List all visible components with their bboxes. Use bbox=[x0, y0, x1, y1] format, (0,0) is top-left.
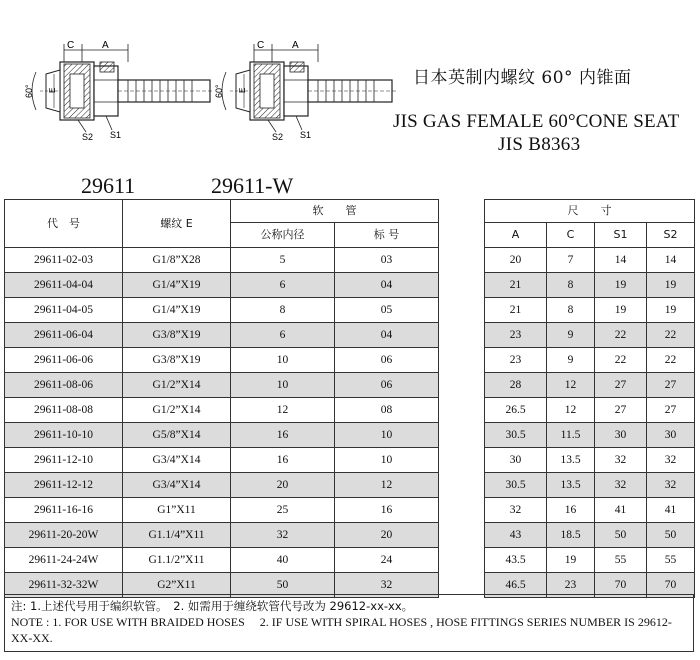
fitting-drawings bbox=[0, 0, 420, 160]
cell-mark: 24 bbox=[335, 548, 439, 573]
cell-nominal: 6 bbox=[231, 273, 335, 298]
cell-mark: 06 bbox=[335, 348, 439, 373]
cell-mark: 20 bbox=[335, 523, 439, 548]
label-s2: S2 bbox=[82, 132, 94, 142]
cell-nominal: 20 bbox=[231, 473, 335, 498]
cell-s1: 50 bbox=[595, 523, 647, 548]
cell-a: 23 bbox=[485, 323, 547, 348]
cell-a: 30 bbox=[485, 448, 547, 473]
cell-s2: 41 bbox=[647, 498, 695, 523]
row-gap bbox=[439, 498, 485, 523]
cell-a: 43.5 bbox=[485, 548, 547, 573]
cell-mark: 10 bbox=[335, 423, 439, 448]
cell-mark: 04 bbox=[335, 273, 439, 298]
cell-code: 29611-32-32W bbox=[5, 573, 123, 598]
header-hose-mark: 标 号 bbox=[335, 223, 439, 248]
cell-nominal: 10 bbox=[231, 348, 335, 373]
row-gap bbox=[439, 523, 485, 548]
cell-s2: 22 bbox=[647, 323, 695, 348]
table-row bbox=[5, 248, 695, 273]
header-size: 尺 寸 bbox=[485, 200, 695, 223]
cell-nominal: 6 bbox=[231, 323, 335, 348]
cell-nominal: 8 bbox=[231, 298, 335, 323]
cell-s1: 14 bbox=[595, 248, 647, 273]
cell-c: 18.5 bbox=[547, 523, 595, 548]
cell-mark: 08 bbox=[335, 398, 439, 423]
cell-a: 30.5 bbox=[485, 473, 547, 498]
cell-thread: G1”X11 bbox=[123, 498, 231, 523]
row-gap bbox=[439, 448, 485, 473]
cell-mark: 16 bbox=[335, 498, 439, 523]
header-thread: 螺纹 E bbox=[123, 200, 231, 248]
table-row bbox=[5, 323, 695, 348]
cell-nominal: 25 bbox=[231, 498, 335, 523]
row-gap bbox=[439, 548, 485, 573]
dim-a-label: A bbox=[292, 40, 299, 51]
table-row bbox=[5, 548, 695, 573]
cell-a: 43 bbox=[485, 523, 547, 548]
dim-e-label: E bbox=[48, 87, 57, 93]
model-number-29611-w: 29611-W bbox=[211, 173, 294, 198]
table-row bbox=[5, 273, 695, 298]
cell-a: 20 bbox=[485, 248, 547, 273]
table-row bbox=[5, 523, 695, 548]
cell-s2: 27 bbox=[647, 398, 695, 423]
cell-c: 23 bbox=[547, 573, 595, 598]
dim-e-label: E bbox=[238, 87, 247, 93]
row-gap bbox=[439, 273, 485, 298]
row-gap bbox=[439, 373, 485, 398]
dim-c-label: C bbox=[67, 40, 75, 51]
cell-c: 8 bbox=[547, 273, 595, 298]
cell-c: 11.5 bbox=[547, 423, 595, 448]
cell-mark: 04 bbox=[335, 323, 439, 348]
cell-code: 29611-02-03 bbox=[5, 248, 123, 273]
cell-s2: 19 bbox=[647, 273, 695, 298]
header-c: C bbox=[547, 223, 595, 248]
cell-a: 23 bbox=[485, 348, 547, 373]
cell-a: 28 bbox=[485, 373, 547, 398]
row-gap bbox=[439, 298, 485, 323]
dim-a-label: A bbox=[102, 40, 109, 51]
row-gap bbox=[439, 398, 485, 423]
header-hose: 软 管 bbox=[231, 200, 439, 223]
cell-code: 29611-04-05 bbox=[5, 298, 123, 323]
cell-thread: G3/8”X19 bbox=[123, 323, 231, 348]
cell-nominal: 16 bbox=[231, 448, 335, 473]
table-row bbox=[5, 398, 695, 423]
table-row bbox=[5, 348, 695, 373]
header-code: 代 号 bbox=[5, 200, 123, 248]
cell-mark: 12 bbox=[335, 473, 439, 498]
cell-thread: G2”X11 bbox=[123, 573, 231, 598]
cell-nominal: 10 bbox=[231, 373, 335, 398]
cell-s1: 32 bbox=[595, 473, 647, 498]
notes-box bbox=[4, 594, 694, 652]
cell-c: 8 bbox=[547, 298, 595, 323]
cell-code: 29611-20-20W bbox=[5, 523, 123, 548]
note-chinese: 注: 1.上述代号用于编织软管。 2. 如需用于缠绕软管代号改为 29612-xx-xx。 bbox=[11, 599, 414, 613]
cell-thread: G1/4”X19 bbox=[123, 273, 231, 298]
cell-s2: 70 bbox=[647, 573, 695, 598]
cell-thread: G1/8”X28 bbox=[123, 248, 231, 273]
cell-s1: 22 bbox=[595, 348, 647, 373]
cell-thread: G1/2”X14 bbox=[123, 398, 231, 423]
dim-c-label: C bbox=[257, 40, 265, 51]
cell-c: 12 bbox=[547, 398, 595, 423]
spec-table bbox=[4, 199, 695, 598]
header-gap bbox=[439, 200, 485, 248]
cell-thread: G1/2”X14 bbox=[123, 373, 231, 398]
header-a: A bbox=[485, 223, 547, 248]
label-s1: S1 bbox=[300, 130, 312, 140]
row-gap bbox=[439, 473, 485, 498]
fitting-drawing-29611 bbox=[24, 40, 214, 142]
row-gap bbox=[439, 248, 485, 273]
table-row bbox=[5, 373, 695, 398]
table-row bbox=[5, 423, 695, 448]
cell-thread: G3/8”X19 bbox=[123, 348, 231, 373]
cell-s1: 30 bbox=[595, 423, 647, 448]
cell-c: 13.5 bbox=[547, 448, 595, 473]
note-english: NOTE : 1. FOR USE WITH BRAIDED HOSES 2. IF USE WITH SPIRAL HOSES , HOSE FITTINGS SERIES NUMBER IS 29612-XX-XX. bbox=[11, 615, 672, 645]
cell-a: 21 bbox=[485, 298, 547, 323]
cell-mark: 03 bbox=[335, 248, 439, 273]
cell-c: 9 bbox=[547, 348, 595, 373]
cell-thread: G1.1/4”X11 bbox=[123, 523, 231, 548]
cell-nominal: 50 bbox=[231, 573, 335, 598]
angle-label: 60° bbox=[214, 84, 224, 98]
cell-mark: 05 bbox=[335, 298, 439, 323]
cell-nominal: 12 bbox=[231, 398, 335, 423]
cell-c: 12 bbox=[547, 373, 595, 398]
header-s1: S1 bbox=[595, 223, 647, 248]
cell-s2: 50 bbox=[647, 523, 695, 548]
cell-s1: 70 bbox=[595, 573, 647, 598]
cell-c: 16 bbox=[547, 498, 595, 523]
cell-c: 9 bbox=[547, 323, 595, 348]
cell-a: 30.5 bbox=[485, 423, 547, 448]
cell-s1: 32 bbox=[595, 448, 647, 473]
cell-nominal: 40 bbox=[231, 548, 335, 573]
cell-c: 19 bbox=[547, 548, 595, 573]
table-row bbox=[5, 298, 695, 323]
title-chinese: 日本英制内螺纹 60° 内锥面 bbox=[413, 68, 632, 88]
angle-label: 60° bbox=[24, 84, 34, 98]
row-gap bbox=[439, 323, 485, 348]
table-row bbox=[5, 498, 695, 523]
label-s1: S1 bbox=[110, 130, 122, 140]
cell-s2: 32 bbox=[647, 473, 695, 498]
cell-mark: 32 bbox=[335, 573, 439, 598]
fitting-drawing-29611-w bbox=[214, 40, 396, 142]
cell-c: 7 bbox=[547, 248, 595, 273]
cell-s1: 22 bbox=[595, 323, 647, 348]
cell-thread: G5/8”X14 bbox=[123, 423, 231, 448]
cell-code: 29611-12-12 bbox=[5, 473, 123, 498]
table-row bbox=[5, 473, 695, 498]
row-gap bbox=[439, 423, 485, 448]
cell-s2: 14 bbox=[647, 248, 695, 273]
cell-a: 26.5 bbox=[485, 398, 547, 423]
cell-code: 29611-08-08 bbox=[5, 398, 123, 423]
cell-s2: 27 bbox=[647, 373, 695, 398]
cell-code: 29611-08-06 bbox=[5, 373, 123, 398]
cell-nominal: 5 bbox=[231, 248, 335, 273]
cell-nominal: 16 bbox=[231, 423, 335, 448]
table-row bbox=[5, 448, 695, 473]
model-number-29611: 29611 bbox=[81, 173, 136, 198]
cell-thread: G3/4”X14 bbox=[123, 473, 231, 498]
cell-code: 29611-12-10 bbox=[5, 448, 123, 473]
cell-s1: 19 bbox=[595, 298, 647, 323]
cell-code: 29611-06-06 bbox=[5, 348, 123, 373]
cell-code: 29611-24-24W bbox=[5, 548, 123, 573]
cell-code: 29611-10-10 bbox=[5, 423, 123, 448]
cell-code: 29611-04-04 bbox=[5, 273, 123, 298]
cell-mark: 06 bbox=[335, 373, 439, 398]
row-gap bbox=[439, 348, 485, 373]
header-s2: S2 bbox=[647, 223, 695, 248]
cell-mark: 10 bbox=[335, 448, 439, 473]
cell-c: 13.5 bbox=[547, 473, 595, 498]
title-english: JIS GAS FEMALE 60°CONE SEAT bbox=[393, 111, 680, 132]
cell-s1: 19 bbox=[595, 273, 647, 298]
standard-code: JIS B8363 bbox=[498, 134, 581, 155]
cell-nominal: 32 bbox=[231, 523, 335, 548]
header-hose-nominal: 公称内径 bbox=[231, 223, 335, 248]
cell-s2: 30 bbox=[647, 423, 695, 448]
cell-s1: 41 bbox=[595, 498, 647, 523]
cell-s1: 55 bbox=[595, 548, 647, 573]
cell-thread: G1/4”X19 bbox=[123, 298, 231, 323]
cell-thread: G3/4”X14 bbox=[123, 448, 231, 473]
cell-a: 21 bbox=[485, 273, 547, 298]
cell-s2: 32 bbox=[647, 448, 695, 473]
cell-thread: G1.1/2”X11 bbox=[123, 548, 231, 573]
cell-code: 29611-06-04 bbox=[5, 323, 123, 348]
label-s2: S2 bbox=[272, 132, 284, 142]
cell-s2: 55 bbox=[647, 548, 695, 573]
cell-s2: 22 bbox=[647, 348, 695, 373]
cell-s1: 27 bbox=[595, 373, 647, 398]
cell-s2: 19 bbox=[647, 298, 695, 323]
cell-code: 29611-16-16 bbox=[5, 498, 123, 523]
cell-s1: 27 bbox=[595, 398, 647, 423]
cell-a: 32 bbox=[485, 498, 547, 523]
cell-a: 46.5 bbox=[485, 573, 547, 598]
